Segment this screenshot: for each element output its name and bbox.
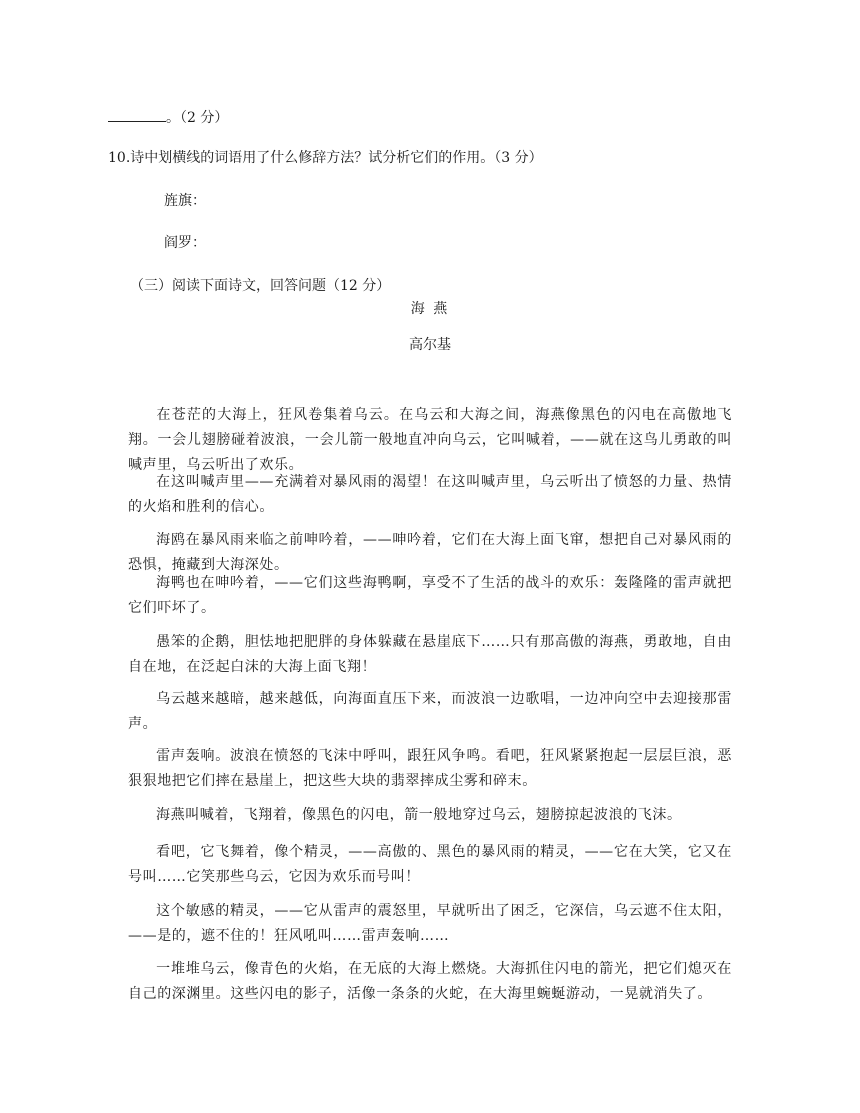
q9-answer-line [108, 108, 228, 128]
paragraph-text: 海鸥在暴风雨来临之前呻吟着，——呻吟着，它们在大海上面飞窜，想把自己对暴风雨的恐惧，掩藏到大海深处。 [128, 532, 732, 573]
q10-item-jingqi: 旌旗： [164, 193, 206, 209]
paragraph-text: 在这叫喊声里——充满着对暴风雨的渴望！在这叫喊声里，乌云听出了愤怒的力量、热情的火焰和胜利的信心。 [128, 474, 732, 515]
poem-author: 高尔基 [409, 337, 451, 353]
paragraph-10 [128, 899, 732, 949]
section-heading: （三）阅读下面诗文，回答问题（12 分） [130, 278, 391, 294]
paragraph-text: 乌云越来越暗，越来越低，向海面直压下来，而波浪一边歌唱，一边冲向空中去迎接那雷声。 [128, 691, 732, 732]
paragraph-8 [128, 803, 732, 828]
paragraph-2 [128, 470, 732, 520]
paragraph-text: 在苍茫的大海上，狂风卷集着乌云。在乌云和大海之间，海燕像黑色的闪电在高傲地飞翔。一会儿翅膀碰着波浪，一会儿箭一般地直冲向乌云，它叫喊着，——就在这鸟儿勇敢的叫喊声里，乌云听出了欢乐。 [128, 407, 732, 473]
paragraph-4 [128, 571, 732, 621]
q9-score: 。（2 分） [166, 110, 229, 126]
paragraph-text: 一堆堆乌云，像青色的火焰，在无底的大海上燃烧。大海抓住闪电的箭光，把它们熄灭在自己的深渊里。这些闪电的影子，活像一条条的火蛇，在大海里蜿蜒游动，一晃就消失了。 [128, 961, 732, 1002]
paragraph-9 [128, 840, 732, 890]
q10-item-yanluo: 阎罗： [164, 235, 206, 251]
question-10: 10.诗中划横线的词语用了什么修辞方法？试分析它们的作用。（3 分） [108, 150, 543, 166]
paragraph-6 [128, 687, 732, 737]
paragraph-text: 这个敏感的精灵，——它从雷声的震怒里，早就听出了困乏，它深信，乌云遮不住太阳，——是的，遮不住的！狂风吼叫……雷声轰响…… [128, 903, 732, 944]
answer-blank [108, 108, 166, 122]
paragraph-text: 海鸭也在呻吟着，——它们这些海鸭啊，享受不了生活的战斗的欢乐：轰隆隆的雷声就把它们吓坏了。 [128, 575, 732, 616]
poem-title: 海 燕 [410, 301, 450, 317]
paragraph-text: 海燕叫喊着，飞翔着，像黑色的闪电，箭一般地穿过乌云，翅膀掠起波浪的飞沫。 [156, 807, 682, 823]
paragraph-7 [128, 744, 732, 794]
paragraph-text: 雷声轰响。波浪在愤怒的飞沫中呼叫，跟狂风争鸣。看吧，狂风紧紧抱起一层层巨浪，恶狠狠地把它们摔在悬崖上，把这些大块的翡翠摔成尘雾和碎末。 [128, 748, 732, 789]
paragraph-text: 看吧，它飞舞着，像个精灵，——高傲的、黑色的暴风雨的精灵，——它在大笑，它又在号叫……它笑那些乌云，它因为欢乐而号叫！ [128, 844, 732, 885]
paragraph-text: 愚笨的企鹅，胆怯地把肥胖的身体躲藏在悬崖底下……只有那高傲的海燕，勇敢地，自由自在地，在泛起白沫的大海上面飞翔！ [128, 634, 732, 675]
paragraph-5 [128, 630, 732, 680]
paragraph-1 [128, 403, 732, 478]
paragraph-11 [128, 957, 732, 1007]
